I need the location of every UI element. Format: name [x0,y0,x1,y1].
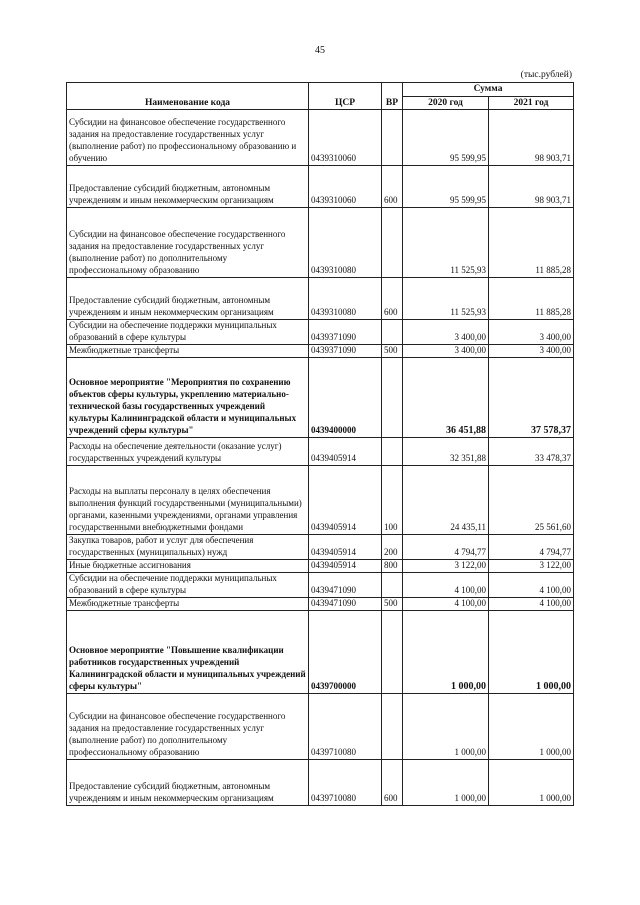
row-2020-amount: 3 400,00 [403,345,489,358]
row-csr-cell: 0439400000 [309,358,382,438]
row-csr-cell: 0439700000 [309,610,382,693]
row-vr-cell: 500 [382,345,403,358]
row-csr-cell: 0439710080 [309,693,382,759]
row-csr-cell: 0439371090 [309,345,382,358]
table-row [67,598,574,611]
row-2020-amount: 3 400,00 [403,320,489,345]
row-name-cell: Закупка товаров, работ и услуг для обеспечения государственных (муниципальных) нужд [67,535,309,560]
row-vr-cell [382,693,403,759]
row-vr-cell: 500 [382,598,403,611]
table-row [67,466,574,535]
row-2021-amount: 3 122,00 [489,560,574,573]
row-2020-amount: 4 100,00 [403,573,489,598]
row-name-cell: Расходы на обеспечение деятельности (оказание услуг) государственных учреждений культуры [67,438,309,466]
unit-note: (тыс.рублей) [520,70,572,80]
table-row [67,358,574,438]
row-2020-amount: 32 351,88 [403,438,489,466]
row-vr-cell [382,358,403,438]
row-2020-amount: 95 599,95 [403,166,489,208]
table-row [67,345,574,358]
row-vr-cell: 600 [382,166,403,208]
row-name-cell: Основное мероприятие "Мероприятия по сохранению объектов сферы культуры, укреплению материально-технической базы государственных учреждений культуры Калининградской области и муниципальных учреждений сферы культуры" [67,358,309,438]
row-vr-cell [382,320,403,345]
table-body [67,110,574,806]
row-name-cell: Субсидии на обеспечение поддержки муниципальных образований в сфере культуры [67,320,309,345]
table-row [67,166,574,208]
row-2021-amount: 3 400,00 [489,345,574,358]
row-name-cell: Основное мероприятие "Повышение квалификации работников государственных учреждений Калининградской области и муниципальных учреждений сферы культуры" [67,610,309,693]
row-2021-amount: 11 885,28 [489,278,574,320]
row-2021-amount: 33 478,37 [489,438,574,466]
row-csr-cell: 0439471090 [309,573,382,598]
row-name-cell: Иные бюджетные ассигнования [67,560,309,573]
row-2021-amount: 4 100,00 [489,573,574,598]
row-name-cell: Межбюджетные трансферты [67,345,309,358]
row-vr-cell: 600 [382,759,403,805]
row-name-cell: Предоставление субсидий бюджетным, автономным учреждениям и иным некоммерческим организациям [67,166,309,208]
table-row [67,535,574,560]
row-name-cell: Предоставление субсидий бюджетным, автономным учреждениям и иным некоммерческим организациям [67,759,309,805]
row-2020-amount: 1 000,00 [403,693,489,759]
row-name-cell: Субсидии на финансовое обеспечение государственного задания на предоставление государственных услуг (выполнение работ) по профессиональному образованию и обучению [67,110,309,166]
row-2021-amount: 98 903,71 [489,166,574,208]
row-vr-cell: 800 [382,560,403,573]
row-vr-cell [382,208,403,278]
header-csr: ЦСР [309,83,382,110]
page-number: 45 [315,45,325,56]
row-2021-amount: 25 561,60 [489,466,574,535]
row-2020-amount: 3 122,00 [403,560,489,573]
header-vr: ВР [382,83,403,110]
row-2021-amount: 37 578,37 [489,358,574,438]
row-csr-cell: 0439310060 [309,110,382,166]
row-vr-cell [382,610,403,693]
row-csr-cell: 0439310080 [309,278,382,320]
row-name-cell: Расходы на выплаты персоналу в целях обеспечения выполнения функций государственными (муниципальными) органами, казенными учреждениями, органами управления государственными внебюджетными фондами [67,466,309,535]
table-row [67,693,574,759]
row-vr-cell: 200 [382,535,403,560]
row-2020-amount: 95 599,95 [403,110,489,166]
row-vr-cell: 100 [382,466,403,535]
row-csr-cell: 0439405914 [309,560,382,573]
row-csr-cell: 0439405914 [309,535,382,560]
row-name-cell: Субсидии на финансовое обеспечение государственного задания на предоставление государственных услуг (выполнение работ) по дополнительному профессиональному образованию [67,693,309,759]
table-row [67,110,574,166]
row-csr-cell: 0439710080 [309,759,382,805]
row-csr-cell: 0439310060 [309,166,382,208]
row-2020-amount: 1 000,00 [403,759,489,805]
row-2021-amount: 11 885,28 [489,208,574,278]
row-2021-amount: 4 100,00 [489,598,574,611]
table-row [67,438,574,466]
row-name-cell: Субсидии на финансовое обеспечение государственного задания на предоставление государственных услуг (выполнение работ) по дополнительному профессиональному образованию [67,208,309,278]
table-row [67,208,574,278]
row-2020-amount: 4 794,77 [403,535,489,560]
table-row [67,573,574,598]
header-year-2020: 2020 год [403,96,489,110]
row-2021-amount: 1 000,00 [489,693,574,759]
row-name-cell: Предоставление субсидий бюджетным, автономным учреждениям и иным некоммерческим организациям [67,278,309,320]
row-vr-cell [382,438,403,466]
row-csr-cell: 0439471090 [309,598,382,611]
row-csr-cell: 0439371090 [309,320,382,345]
table-row [67,320,574,345]
header-name: Наименование кода [67,83,309,110]
row-2020-amount: 4 100,00 [403,598,489,611]
row-vr-cell: 600 [382,278,403,320]
header-year-2021: 2021 год [489,96,574,110]
row-2021-amount: 1 000,00 [489,759,574,805]
row-name-cell: Межбюджетные трансферты [67,598,309,611]
row-2020-amount: 1 000,00 [403,610,489,693]
row-2021-amount: 98 903,71 [489,110,574,166]
row-2021-amount: 1 000,00 [489,610,574,693]
table-row [67,560,574,573]
row-vr-cell [382,573,403,598]
row-csr-cell: 0439405914 [309,466,382,535]
row-csr-cell: 0439310080 [309,208,382,278]
table-row [67,278,574,320]
row-csr-cell: 0439405914 [309,438,382,466]
row-2020-amount: 36 451,88 [403,358,489,438]
header-sum: Сумма [403,83,574,97]
row-2021-amount: 3 400,00 [489,320,574,345]
row-vr-cell [382,110,403,166]
row-2020-amount: 11 525,93 [403,278,489,320]
budget-table [66,82,574,806]
table-row [67,610,574,693]
row-2020-amount: 11 525,93 [403,208,489,278]
table-row [67,759,574,805]
row-2021-amount: 4 794,77 [489,535,574,560]
row-name-cell: Субсидии на обеспечение поддержки муниципальных образований в сфере культуры [67,573,309,598]
row-2020-amount: 24 435,11 [403,466,489,535]
table-header [67,83,574,110]
